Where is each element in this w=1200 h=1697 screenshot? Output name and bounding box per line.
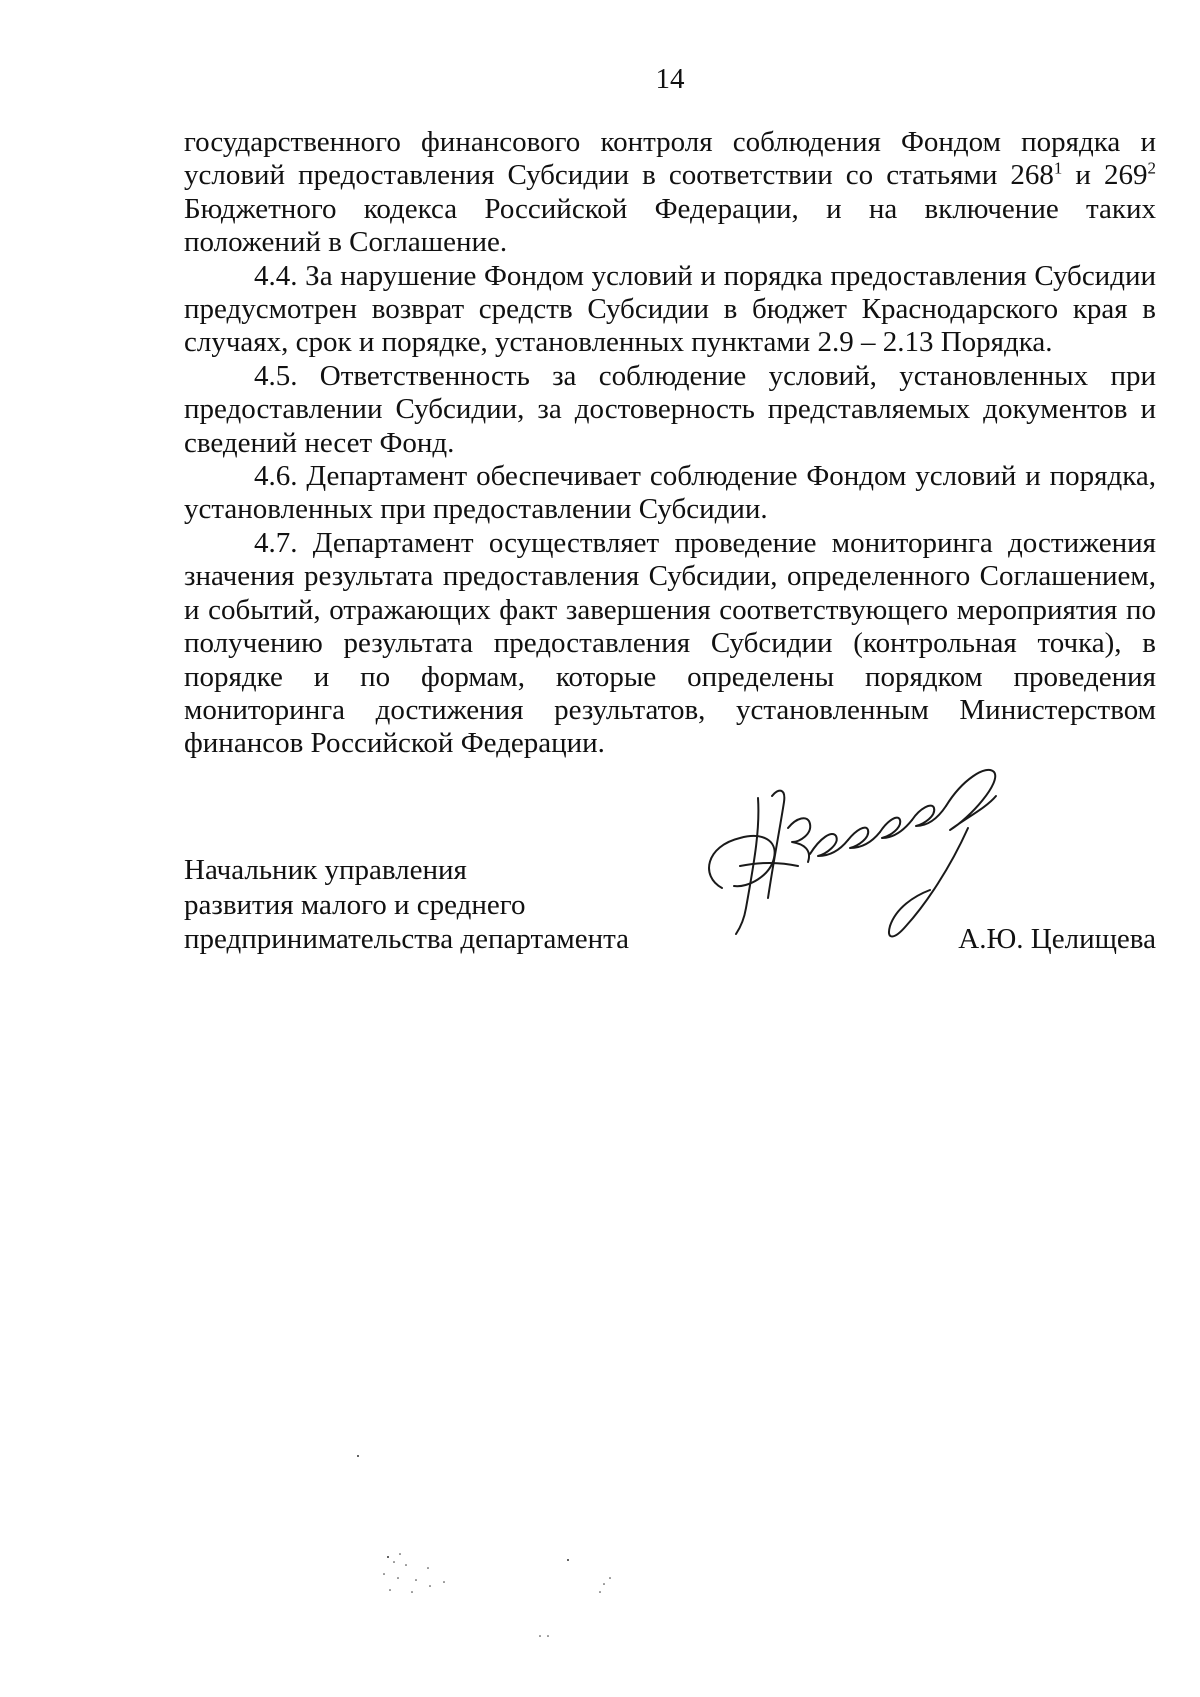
- paragraph-text: и 269: [1062, 159, 1148, 192]
- paragraph-continuation: [184, 126, 1156, 260]
- body-text: [184, 126, 1156, 761]
- signatory-title-line: развития малого и среднего: [184, 888, 526, 921]
- signatory-title-line: Начальник управления: [184, 854, 467, 886]
- signatory-title-line: предпринимательства департамента: [184, 923, 630, 955]
- signatory-name: А.Ю. Целищева: [958, 923, 1156, 955]
- superscript: 2: [1147, 158, 1156, 178]
- page-number: 14: [655, 63, 685, 95]
- paragraph-4-5: 4.5. Ответственность за соблюдение условий, установленных при предоставлении Субсидии, за достоверность представляемых документов и сведений несет Фонд.: [184, 359, 1156, 459]
- paragraph-4-6: 4.6. Департамент обеспечивает соблюдение Фондом условий и порядка, установленных при предоставлении Субсидии.: [184, 460, 1156, 526]
- scan-noise: [340, 1440, 700, 1650]
- paragraph-4-7: 4.7. Департамент осуществляет проведение мониторинга достижения значения результата предоставления Субсидии, определенного Соглашением, и событий, отражающих факт завершения соответствующего мероприятия по получению результата предоставления Субсидии (контрольная точка), в порядке и по формам, которые определены порядком проведения мониторинга достижения результатов, установленным Министерством финансов Российской Федерации.: [184, 526, 1156, 760]
- superscript: 1: [1053, 158, 1063, 178]
- paragraph-text: Бюджетного кодекса Российской Федерации, и на включение таких положений в Соглашение.: [184, 192, 1156, 259]
- paragraph-4-4: 4.4. За нарушение Фондом условий и порядка предоставления Субсидии предусмотрен возврат средств Субсидии в бюджет Краснодарского края в случаях, срок и порядке, установленных пунктами 2.9 – 2.13 Порядка.: [184, 259, 1156, 359]
- paragraph-text: государственного финансового контроля соблюдения Фондом порядка и условий предоставления Субсидии в соответствии со статьями 268: [184, 126, 1156, 192]
- signature-block: [184, 853, 1156, 957]
